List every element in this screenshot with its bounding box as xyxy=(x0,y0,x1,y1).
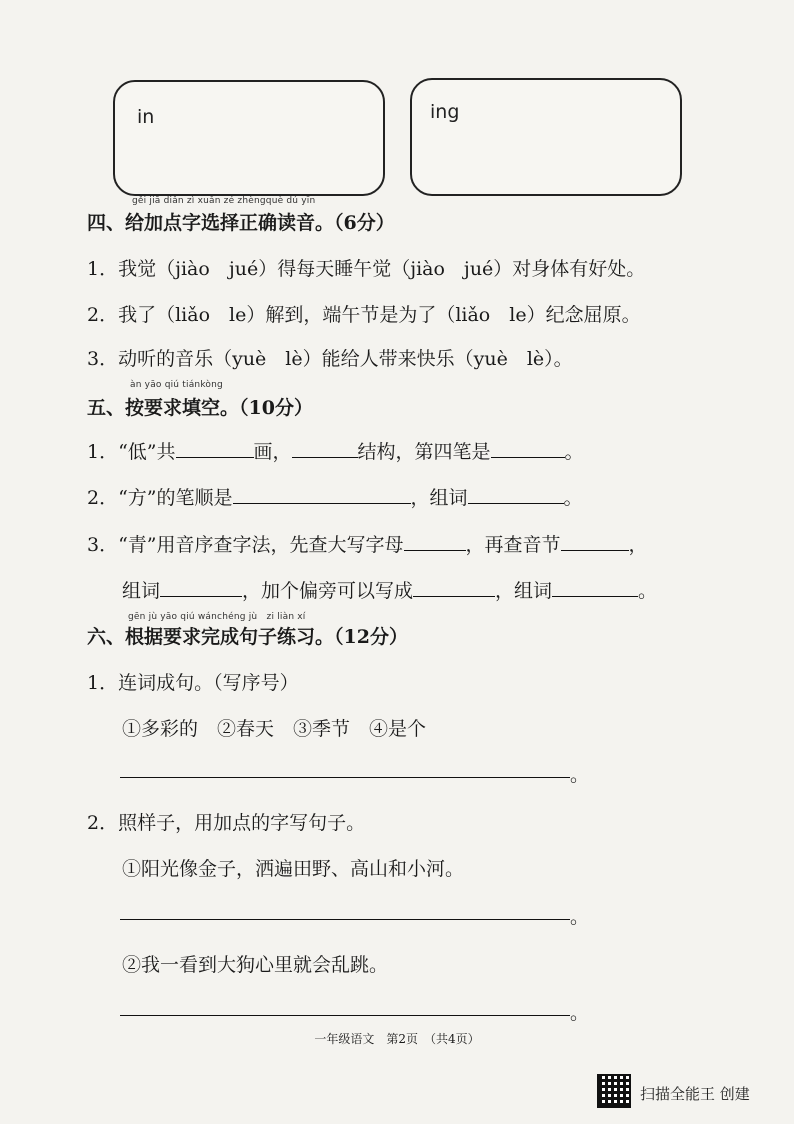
section6-title: 六、根据要求完成句子练习。（12分） xyxy=(87,626,408,648)
q2-answer-period-2: 。 xyxy=(570,1002,590,1024)
q2-answer-line-1[interactable] xyxy=(120,919,570,920)
q3-text-d: 组词 xyxy=(122,580,161,602)
section4-q3: 3．动听的音乐（yuè lè）能给人带来快乐（yuè lè）。 xyxy=(87,348,573,370)
q3-text-g: 。 xyxy=(638,580,658,602)
section5-pinyin: àn yāo qiú tiánkòng xyxy=(130,380,223,390)
q3-text-a: 3．“青”用音序查字法，先查大写字母 xyxy=(87,534,404,556)
section6-pinyin: gēn jù yāo qiú wánchéng jù zi liàn xí xyxy=(128,612,306,622)
ing-label: ing xyxy=(430,101,460,123)
q3-blank-new-char[interactable] xyxy=(413,596,495,597)
section4-pinyin: gěi jiā diǎn zì xuǎn zé zhèngquè dú yīn xyxy=(132,196,316,206)
section5-q3 xyxy=(87,530,648,557)
q1-blank-structure[interactable] xyxy=(292,457,358,458)
q3-blank-letter[interactable] xyxy=(404,550,466,551)
q1-text-c: 结构，第四笔是 xyxy=(357,441,491,463)
section4-q1: 1．我觉（jiào jué）得每天睡午觉（jiào jué）对身体有好处。 xyxy=(87,258,646,280)
section4-q2: 2．我了（liǎo le）解到，端午节是为了（liǎo le）纪念屈原。 xyxy=(87,304,641,326)
q2-blank-word[interactable] xyxy=(468,503,564,504)
q2-text-a: 2．“方”的笔顺是 xyxy=(87,487,233,509)
q3-text-b: ，再查音节 xyxy=(465,534,561,556)
q1-text-d: 。 xyxy=(564,441,584,463)
q3-blank-word[interactable] xyxy=(160,596,242,597)
section5-q3-cont xyxy=(122,576,657,603)
q3-blank-new-word[interactable] xyxy=(552,596,638,597)
scanner-watermark: 扫描全能王 创建 xyxy=(640,1085,750,1103)
q1-answer-period: 。 xyxy=(570,764,590,786)
section6-q1: 1．连词成句。（写序号） xyxy=(87,672,299,694)
q3-blank-syllable[interactable] xyxy=(561,550,629,551)
q1-text-b: 画， xyxy=(253,441,292,463)
q1-blank-fourth-stroke[interactable] xyxy=(491,457,565,458)
q1-text-a: 1．“低”共 xyxy=(87,441,176,463)
section5-title: 五、按要求填空。（10分） xyxy=(87,397,313,419)
q3-text-f: ，组词 xyxy=(495,580,553,602)
section6-q2: 2．照样子，用加点的字写句子。 xyxy=(87,812,366,834)
section6-q2-sentence1: ①阳光像金子，洒遍田野、高山和小河。 xyxy=(122,858,465,880)
section6-q1-words: ①多彩的 ②春天 ③季节 ④是个 xyxy=(122,718,427,740)
q1-blank-strokes[interactable] xyxy=(176,457,254,458)
q2-text-c: 。 xyxy=(563,487,583,509)
in-label: in xyxy=(137,106,155,128)
page-footer: 一年级语文 第2页 （共4页） xyxy=(314,1032,480,1046)
in-answer-box xyxy=(113,80,385,196)
section4-title: 四、给加点字选择正确读音。（6分） xyxy=(87,212,395,234)
q2-answer-period-1: 。 xyxy=(570,906,590,928)
q3-text-c: ， xyxy=(628,534,648,556)
section5-q1 xyxy=(87,437,584,464)
q3-text-e: ，加个偏旁可以写成 xyxy=(242,580,414,602)
section5-q2 xyxy=(87,483,583,510)
q2-answer-line-2[interactable] xyxy=(120,1015,570,1016)
q2-text-b: ，组词 xyxy=(410,487,468,509)
qr-code-icon xyxy=(597,1074,631,1108)
section6-q2-sentence2: ②我一看到大狗心里就会乱跳。 xyxy=(122,954,389,976)
ing-answer-box xyxy=(410,78,682,196)
q2-blank-stroke-order[interactable] xyxy=(233,503,411,504)
q1-answer-line[interactable] xyxy=(120,777,570,778)
